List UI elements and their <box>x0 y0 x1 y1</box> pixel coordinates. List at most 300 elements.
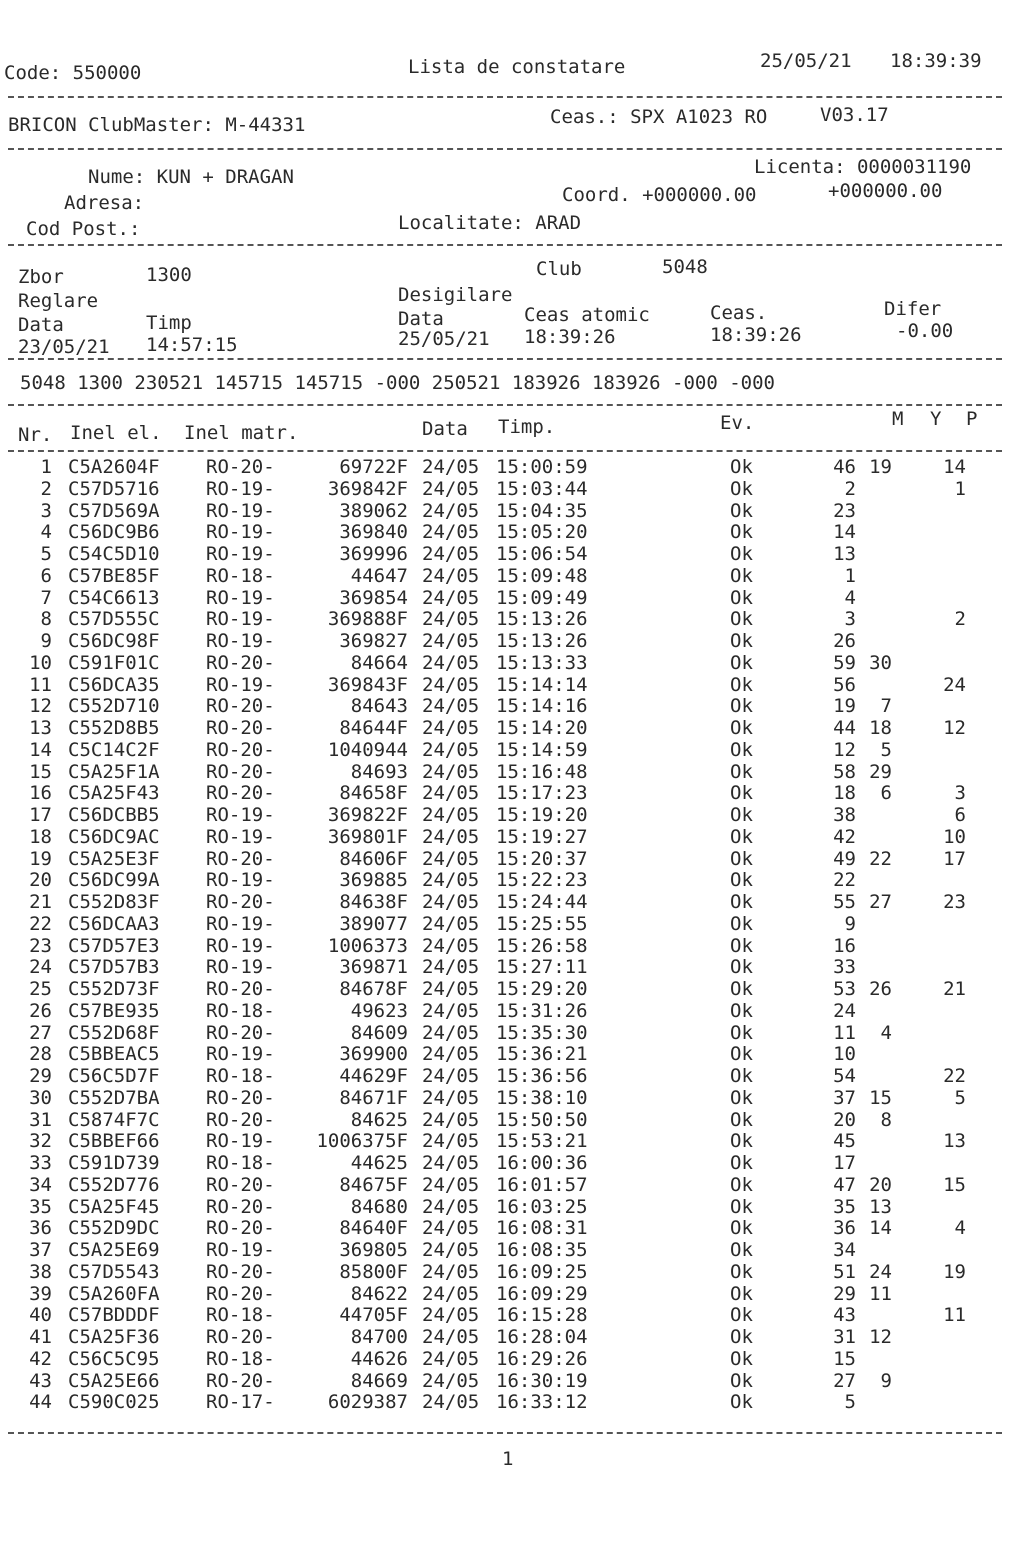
arrival-time: 15:05:20 <box>496 521 588 544</box>
arrival-date: 24/05 <box>422 1021 480 1044</box>
row-number: 10 <box>29 651 52 674</box>
ring-number: 1006373 <box>327 934 408 957</box>
ring-number: 84643 <box>350 695 408 718</box>
arrival-date: 24/05 <box>422 608 480 631</box>
arrival-date: 24/05 <box>422 1043 480 1066</box>
table-row <box>0 1348 1024 1370</box>
rank-m: 47 <box>833 1173 856 1196</box>
rank-p: 4 <box>954 1217 966 1240</box>
rank-m: 35 <box>833 1195 856 1218</box>
electronic-ring: C57D57E3 <box>68 934 160 957</box>
arrival-time: 15:06:54 <box>496 543 588 565</box>
rank-y: 13 <box>869 1195 892 1218</box>
rank-m: 37 <box>833 1086 856 1109</box>
postal-code: Cod Post.: <box>26 218 141 240</box>
rank-y: 20 <box>869 1173 892 1196</box>
row-number: 38 <box>29 1260 52 1283</box>
row-number: 13 <box>29 717 52 739</box>
rank-m: 3 <box>844 608 856 631</box>
rank-m: 43 <box>833 1304 856 1327</box>
table-row <box>0 630 1024 652</box>
event-status: Ok <box>730 1130 753 1153</box>
event-status: Ok <box>730 1086 753 1109</box>
arrival-date: 24/05 <box>422 1304 480 1327</box>
row-number: 23 <box>29 934 52 957</box>
electronic-ring: C56C5C95 <box>68 1347 160 1370</box>
arrival-time: 15:19:27 <box>496 825 588 848</box>
event-status: Ok <box>730 1347 753 1370</box>
table-row <box>0 1217 1024 1239</box>
rank-y: 4 <box>880 1021 892 1044</box>
event-status: Ok <box>730 586 753 609</box>
rank-m: 55 <box>833 891 856 913</box>
rank-m: 54 <box>833 1065 856 1087</box>
event-status: Ok <box>730 1021 753 1044</box>
rank-y: 8 <box>880 1108 892 1131</box>
clock-version: V03.17 <box>820 104 889 126</box>
arrival-date: 24/05 <box>422 1282 480 1305</box>
table-row <box>0 1370 1024 1392</box>
ring-number: 84675F <box>339 1173 408 1196</box>
ring-number: 389062 <box>339 499 408 522</box>
rank-y: 5 <box>880 738 892 761</box>
col-time: Timp. <box>498 416 556 438</box>
rank-m: 2 <box>844 477 856 500</box>
ring-number: 369801F <box>327 825 408 848</box>
arrival-date: 24/05 <box>422 717 480 739</box>
event-status: Ok <box>730 1108 753 1131</box>
arrival-time: 15:09:49 <box>496 586 588 609</box>
electronic-ring: C552D776 <box>68 1173 160 1196</box>
rank-m: 53 <box>833 978 856 1000</box>
clock-time: 18:39:26 <box>710 324 802 346</box>
electronic-ring: C552D9DC <box>68 1217 160 1240</box>
row-number: 33 <box>29 1152 52 1174</box>
rank-y: 6 <box>880 782 892 805</box>
rank-y: 30 <box>869 651 892 674</box>
row-number: 42 <box>29 1347 52 1370</box>
coordinates: Coord. +000000.00 <box>562 184 757 206</box>
rank-p: 11 <box>943 1304 966 1327</box>
unseal-label: Desigilare <box>398 284 513 306</box>
table-row <box>0 804 1024 826</box>
rank-m: 58 <box>833 760 856 783</box>
ring-prefix: RO-19- <box>206 499 275 522</box>
time-label: Timp <box>146 312 192 334</box>
rank-m: 10 <box>833 1043 856 1066</box>
ring-prefix: RO-19- <box>206 912 275 935</box>
event-status: Ok <box>730 999 753 1022</box>
arrival-time: 16:30:19 <box>496 1369 588 1392</box>
rank-m: 4 <box>844 586 856 609</box>
col-m: M <box>892 408 904 430</box>
arrival-time: 15:27:11 <box>496 956 588 979</box>
row-number: 24 <box>29 956 52 979</box>
rank-m: 29 <box>833 1282 856 1305</box>
arrival-date: 24/05 <box>422 1065 480 1087</box>
rank-p: 21 <box>943 978 966 1000</box>
separator <box>8 404 1002 406</box>
arrival-time: 16:28:04 <box>496 1326 588 1348</box>
arrival-date: 24/05 <box>422 1086 480 1109</box>
row-number: 3 <box>40 499 52 522</box>
row-number: 41 <box>29 1326 52 1348</box>
event-status: Ok <box>730 477 753 500</box>
electronic-ring: C5874F7C <box>68 1108 160 1131</box>
ring-number: 369843F <box>327 673 408 696</box>
rank-y: 24 <box>869 1260 892 1283</box>
electronic-ring: C5A25E66 <box>68 1369 160 1392</box>
ring-number: 84644F <box>339 717 408 739</box>
event-status: Ok <box>730 499 753 522</box>
row-number: 34 <box>29 1173 52 1196</box>
rank-p: 19 <box>943 1260 966 1283</box>
arrival-time: 15:26:58 <box>496 934 588 957</box>
electronic-ring: C591F01C <box>68 651 160 674</box>
electronic-ring: C57D555C <box>68 608 160 631</box>
arrival-time: 15:13:26 <box>496 630 588 652</box>
rank-m: 11 <box>833 1021 856 1044</box>
ring-prefix: RO-19- <box>206 956 275 979</box>
electronic-ring: C5A25F1A <box>68 760 160 783</box>
arrival-date: 24/05 <box>422 1326 480 1348</box>
flight-number: 1300 <box>146 264 192 286</box>
arrival-time: 16:08:35 <box>496 1239 588 1261</box>
ring-prefix: RO-20- <box>206 1326 275 1348</box>
rank-p: 15 <box>943 1173 966 1196</box>
event-status: Ok <box>730 804 753 826</box>
row-number: 32 <box>29 1130 52 1153</box>
ring-number: 84658F <box>339 782 408 805</box>
col-event: Ev. <box>720 412 755 434</box>
ring-prefix: RO-20- <box>206 1369 275 1392</box>
arrival-time: 15:24:44 <box>496 891 588 913</box>
ring-number: 84669 <box>350 1369 408 1392</box>
table-row <box>0 913 1024 935</box>
table-row <box>0 761 1024 783</box>
ring-prefix: RO-20- <box>206 978 275 1000</box>
event-status: Ok <box>730 521 753 544</box>
ring-number: 84671F <box>339 1086 408 1109</box>
rank-m: 33 <box>833 956 856 979</box>
arrival-date: 24/05 <box>422 956 480 979</box>
event-status: Ok <box>730 978 753 1000</box>
print-date: 25/05/21 <box>760 50 852 72</box>
row-number: 36 <box>29 1217 52 1240</box>
ring-prefix: RO-20- <box>206 1021 275 1044</box>
ring-prefix: RO-19- <box>206 608 275 631</box>
arrival-time: 15:13:26 <box>496 608 588 631</box>
table-row <box>0 978 1024 1000</box>
ring-number: 84700 <box>350 1326 408 1348</box>
event-status: Ok <box>730 1369 753 1392</box>
ring-prefix: RO-20- <box>206 847 275 870</box>
separator <box>8 358 1002 360</box>
row-number: 30 <box>29 1086 52 1109</box>
electronic-ring: C5A25F36 <box>68 1326 160 1348</box>
ring-prefix: RO-20- <box>206 1195 275 1218</box>
arrival-date: 24/05 <box>422 651 480 674</box>
electronic-ring: C552D73F <box>68 978 160 1000</box>
row-number: 43 <box>29 1369 52 1392</box>
electronic-ring: C57BE935 <box>68 999 160 1022</box>
arrival-time: 15:19:20 <box>496 804 588 826</box>
rank-y: 22 <box>869 847 892 870</box>
arrival-time: 16:15:28 <box>496 1304 588 1327</box>
arrival-date: 24/05 <box>422 869 480 892</box>
electronic-ring: C552D83F <box>68 891 160 913</box>
rank-p: 24 <box>943 673 966 696</box>
ring-prefix: RO-18- <box>206 1304 275 1327</box>
ring-number: 369822F <box>327 804 408 826</box>
ring-number: 44629F <box>339 1065 408 1087</box>
event-status: Ok <box>730 912 753 935</box>
row-number: 40 <box>29 1304 52 1327</box>
event-status: Ok <box>730 1304 753 1327</box>
event-status: Ok <box>730 782 753 805</box>
setup-date: 23/05/21 <box>18 336 110 358</box>
electronic-ring: C5A25E3F <box>68 847 160 870</box>
table-row <box>0 674 1024 696</box>
row-number: 2 <box>40 477 52 500</box>
electronic-ring: C56DCAA3 <box>68 912 160 935</box>
ring-number: 369805 <box>339 1239 408 1261</box>
row-number: 25 <box>29 978 52 1000</box>
table-row <box>0 935 1024 957</box>
electronic-ring: C5BBEAC5 <box>68 1043 160 1066</box>
arrival-date: 24/05 <box>422 760 480 783</box>
event-status: Ok <box>730 869 753 892</box>
arrival-time: 15:38:10 <box>496 1086 588 1109</box>
ring-number: 84606F <box>339 847 408 870</box>
clock-model: Ceas.: SPX A1023 RO <box>550 106 768 128</box>
rank-p: 22 <box>943 1065 966 1087</box>
table-row <box>0 500 1024 522</box>
ring-prefix: RO-18- <box>206 1347 275 1370</box>
arrivals-list <box>0 456 1024 1413</box>
arrival-time: 15:03:44 <box>496 477 588 500</box>
ring-number: 84640F <box>339 1217 408 1240</box>
event-status: Ok <box>730 717 753 739</box>
table-row <box>0 1152 1024 1174</box>
rank-m: 22 <box>833 869 856 892</box>
electronic-ring: C57BDDDF <box>68 1304 160 1327</box>
licence: Licenta: 0000031190 <box>754 156 972 178</box>
ring-prefix: RO-18- <box>206 999 275 1022</box>
arrival-time: 15:00:59 <box>496 456 588 478</box>
ring-prefix: RO-20- <box>206 891 275 913</box>
difference-label: Difer <box>884 298 942 320</box>
arrival-date: 24/05 <box>422 456 480 478</box>
rank-p: 14 <box>943 456 966 478</box>
table-row <box>0 1043 1024 1065</box>
arrival-time: 15:14:59 <box>496 738 588 761</box>
rank-m: 49 <box>833 847 856 870</box>
event-status: Ok <box>730 1043 753 1066</box>
difference-value: -0.00 <box>896 320 954 342</box>
table-row <box>0 1326 1024 1348</box>
rank-m: 16 <box>833 934 856 957</box>
row-number: 27 <box>29 1021 52 1044</box>
ring-prefix: RO-18- <box>206 1152 275 1174</box>
club-number: 5048 <box>662 256 708 278</box>
row-number: 15 <box>29 760 52 783</box>
rank-p: 13 <box>943 1130 966 1153</box>
arrival-time: 16:08:31 <box>496 1217 588 1240</box>
ring-prefix: RO-19- <box>206 673 275 696</box>
table-row <box>0 587 1024 609</box>
event-status: Ok <box>730 934 753 957</box>
ring-prefix: RO-19- <box>206 825 275 848</box>
event-status: Ok <box>730 543 753 565</box>
table-row <box>0 1304 1024 1326</box>
row-number: 20 <box>29 869 52 892</box>
table-row <box>0 956 1024 978</box>
code-label: Code: 550000 <box>4 62 142 84</box>
atomic-clock-label: Ceas atomic <box>524 304 650 326</box>
arrival-date: 24/05 <box>422 1173 480 1196</box>
row-number: 37 <box>29 1239 52 1261</box>
rank-m: 9 <box>844 912 856 935</box>
row-number: 17 <box>29 804 52 826</box>
rank-m: 46 <box>833 456 856 478</box>
table-row <box>0 652 1024 674</box>
setup-time: 14:57:15 <box>146 334 238 356</box>
row-number: 7 <box>40 586 52 609</box>
rank-y: 9 <box>880 1369 892 1392</box>
separator <box>8 1432 1002 1434</box>
rank-m: 19 <box>833 695 856 718</box>
table-row <box>0 1283 1024 1305</box>
ring-number: 84609 <box>350 1021 408 1044</box>
ring-number: 69722F <box>339 456 408 478</box>
rank-m: 23 <box>833 499 856 522</box>
col-date: Data <box>422 418 468 440</box>
ring-number: 84638F <box>339 891 408 913</box>
arrival-date: 24/05 <box>422 934 480 957</box>
ring-number: 369842F <box>327 477 408 500</box>
ring-prefix: RO-19- <box>206 934 275 957</box>
electronic-ring: C56DCBB5 <box>68 804 160 826</box>
col-p: P <box>966 408 978 430</box>
row-number: 26 <box>29 999 52 1022</box>
table-row <box>0 543 1024 565</box>
col-nr: Nr. <box>18 424 53 446</box>
table-row <box>0 1239 1024 1261</box>
electronic-ring: C57BE85F <box>68 564 160 587</box>
ring-prefix: RO-17- <box>206 1391 275 1414</box>
table-row <box>0 478 1024 500</box>
table-row <box>0 869 1024 891</box>
rank-y: 15 <box>869 1086 892 1109</box>
arrival-time: 15:31:26 <box>496 999 588 1022</box>
rank-m: 15 <box>833 1347 856 1370</box>
rank-m: 26 <box>833 630 856 652</box>
ring-prefix: RO-18- <box>206 564 275 587</box>
ring-number: 84622 <box>350 1282 408 1305</box>
table-row <box>0 848 1024 870</box>
col-registration-ring: Inel matr. <box>184 422 299 444</box>
rank-p: 17 <box>943 847 966 870</box>
table-row <box>0 782 1024 804</box>
arrival-time: 15:36:21 <box>496 1043 588 1066</box>
table-row <box>0 826 1024 848</box>
arrival-time: 15:04:35 <box>496 499 588 522</box>
arrival-date: 24/05 <box>422 564 480 587</box>
rank-y: 19 <box>869 456 892 478</box>
event-status: Ok <box>730 1326 753 1348</box>
rank-p: 12 <box>943 717 966 739</box>
col-y: Y <box>930 408 942 430</box>
rank-m: 44 <box>833 717 856 739</box>
rank-m: 38 <box>833 804 856 826</box>
owner-name: Nume: KUN + DRAGAN <box>88 166 294 188</box>
arrival-date: 24/05 <box>422 1217 480 1240</box>
electronic-ring: C57D5716 <box>68 477 160 500</box>
rank-m: 24 <box>833 999 856 1022</box>
event-status: Ok <box>730 1282 753 1305</box>
ring-number: 85800F <box>339 1260 408 1283</box>
arrival-date: 24/05 <box>422 586 480 609</box>
electronic-ring: C5A25F43 <box>68 782 160 805</box>
arrival-time: 15:17:23 <box>496 782 588 805</box>
setup-label: Reglare <box>18 290 99 312</box>
event-status: Ok <box>730 456 753 478</box>
electronic-ring: C56DC9B6 <box>68 521 160 544</box>
rank-m: 56 <box>833 673 856 696</box>
row-number: 31 <box>29 1108 52 1131</box>
table-row <box>0 1109 1024 1131</box>
arrival-time: 16:09:29 <box>496 1282 588 1305</box>
arrival-date: 24/05 <box>422 521 480 544</box>
arrival-date: 24/05 <box>422 999 480 1022</box>
club-label: Club <box>536 258 582 280</box>
separator <box>8 96 1002 98</box>
event-status: Ok <box>730 564 753 587</box>
ring-number: 6029387 <box>327 1391 408 1414</box>
arrival-date: 24/05 <box>422 1130 480 1153</box>
rank-m: 34 <box>833 1239 856 1261</box>
ring-prefix: RO-20- <box>206 717 275 739</box>
ring-prefix: RO-18- <box>206 1065 275 1087</box>
electronic-ring: C5C14C2F <box>68 738 160 761</box>
table-row <box>0 1087 1024 1109</box>
row-number: 16 <box>29 782 52 805</box>
event-status: Ok <box>730 608 753 631</box>
arrival-date: 24/05 <box>422 1152 480 1174</box>
rank-p: 2 <box>954 608 966 631</box>
row-number: 29 <box>29 1065 52 1087</box>
electronic-ring: C552D8B5 <box>68 717 160 739</box>
rank-y: 29 <box>869 760 892 783</box>
event-status: Ok <box>730 1065 753 1087</box>
ring-prefix: RO-20- <box>206 1086 275 1109</box>
ring-number: 44625 <box>350 1152 408 1174</box>
ring-prefix: RO-19- <box>206 1043 275 1066</box>
ring-prefix: RO-20- <box>206 1282 275 1305</box>
rank-m: 17 <box>833 1152 856 1174</box>
event-status: Ok <box>730 847 753 870</box>
arrival-date: 24/05 <box>422 499 480 522</box>
ring-prefix: RO-20- <box>206 1217 275 1240</box>
rank-y: 11 <box>869 1282 892 1305</box>
event-status: Ok <box>730 1391 753 1414</box>
ring-number: 369900 <box>339 1043 408 1066</box>
event-status: Ok <box>730 695 753 718</box>
arrival-time: 15:16:48 <box>496 760 588 783</box>
arrival-date: 24/05 <box>422 825 480 848</box>
device-model: BRICON ClubMaster: M-44331 <box>8 114 306 136</box>
